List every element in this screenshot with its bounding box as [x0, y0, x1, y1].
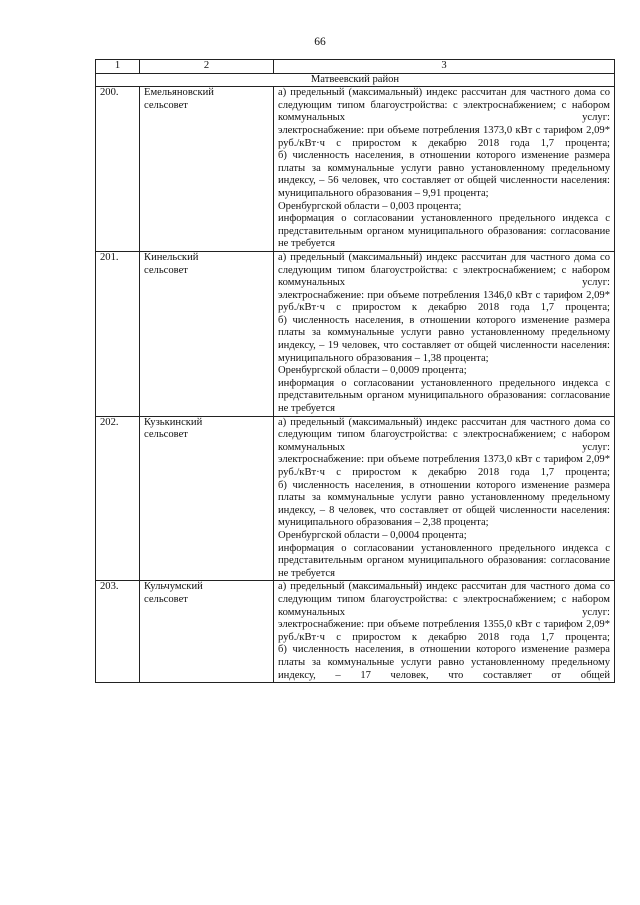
row-number: 203. [96, 581, 140, 683]
settlement-name-line-1: Емельяновский [144, 87, 214, 99]
row-number: 202. [96, 416, 140, 581]
approval-info: информация о согласовании установленного предельного индекса с представительным органом муниципального образования: согласование не требуется [278, 542, 610, 579]
region-share: Оренбургской области – 0,003 процента; [278, 200, 462, 212]
settlement-name [140, 581, 274, 683]
row-number: 200. [96, 87, 140, 252]
index-intro: а) предельный (максимальный) индекс рассчитан для частного дома со следующим типом благоустройства: с электроснабжением; с набором коммунальных услуг: [278, 416, 610, 453]
region-share: Оренбургской области – 0,0009 процента; [278, 365, 467, 377]
table-row [96, 416, 615, 581]
settlement-name-line-2: сельсовет [144, 593, 188, 605]
settlement-name-line-2: сельсовет [144, 99, 188, 111]
table-header-row [96, 60, 615, 74]
approval-info: информация о согласовании установленного предельного индекса с представительным органом муниципального образования: согласование не требуется [278, 213, 610, 250]
district-title: Матвеевский район [96, 73, 615, 87]
population-share: б) численность населения, в отношении которого изменение размера платы за коммунальные услуги равно установленному предельному индексу, – 17 человек, что составляет от общей [278, 644, 610, 681]
header-col-2: 2 [140, 60, 274, 74]
header-col-1: 1 [96, 60, 140, 74]
settlement-name-line-2: сельсовет [144, 429, 188, 441]
region-share: Оренбургской области – 0,0004 процента; [278, 529, 467, 541]
table-row [96, 581, 615, 683]
settlement-name-line-2: сельсовет [144, 264, 188, 276]
electricity-consumption: электроснабжение: при объеме потребления 1346,0 кВт с тарифом 2,09* руб./кВт·ч с приростом к декабрю 2018 года 1,7 процента; [278, 289, 610, 314]
row-details [274, 251, 615, 416]
municipal-share: муниципального образования – 2,38 процента; [278, 517, 489, 529]
electricity-consumption: электроснабжение: при объеме потребления 1373,0 кВт с тарифом 2,09* руб./кВт·ч с приростом к декабрю 2018 года 1,7 процента; [278, 124, 610, 149]
index-intro: а) предельный (максимальный) индекс рассчитан для частного дома со следующим типом благоустройства: с электроснабжением; с набором коммунальных услуг: [278, 87, 610, 124]
electricity-consumption: электроснабжение: при объеме потребления 1355,0 кВт с тарифом 2,09* руб./кВт·ч с приростом к декабрю 2018 года 1,7 процента; [278, 619, 610, 643]
settlement-name [140, 87, 274, 252]
row-details [274, 581, 615, 683]
settlement-name [140, 416, 274, 581]
population-share: б) численность населения, в отношении которого изменение размера платы за коммунальные услуги равно установленному предельному индексу, – 19 человек, что составляет от общей численности населения: [278, 314, 610, 352]
municipal-share: муниципального образования – 1,38 процента; [278, 352, 489, 364]
table-row [96, 87, 615, 252]
page-number: 66 [314, 36, 326, 48]
approval-info: информация о согласовании установленного предельного индекса с представительным органом муниципального образования: согласование не требуется [278, 377, 610, 415]
row-details [274, 87, 615, 252]
settlement-name-line-1: Кинельский [144, 251, 199, 263]
population-share: б) численность населения, в отношении которого изменение размера платы за коммунальные услуги равно установленному предельному индексу, – 56 человек, что составляет от общей численности населения: [278, 150, 610, 187]
row-details [274, 416, 615, 581]
index-intro: а) предельный (максимальный) индекс рассчитан для частного дома со следующим типом благоустройства: с электроснабжением; с набором коммунальных услуг: [278, 581, 610, 618]
electricity-consumption: электроснабжение: при объеме потребления 1373,0 кВт с тарифом 2,09* руб./кВт·ч с приростом к декабрю 2018 года 1,7 процента; [278, 454, 610, 478]
population-share: б) численность населения, в отношении которого изменение размера платы за коммунальные услуги равно установленному предельному индексу, – 8 человек, что составляет от общей численности населения: [278, 479, 610, 516]
header-col-3: 3 [274, 60, 615, 74]
tariff-index-table [95, 59, 615, 683]
settlement-name-line-1: Кульчумский [144, 581, 203, 593]
municipal-share: муниципального образования – 9,91 процента; [278, 187, 489, 199]
district-row [96, 73, 615, 87]
table-row [96, 251, 615, 416]
index-intro: а) предельный (максимальный) индекс рассчитан для частного дома со следующим типом благоустройства: с электроснабжением; с набором коммунальных услуг: [278, 251, 610, 289]
row-number: 201. [96, 251, 140, 416]
settlement-name-line-1: Кузькинский [144, 416, 203, 428]
settlement-name [140, 251, 274, 416]
